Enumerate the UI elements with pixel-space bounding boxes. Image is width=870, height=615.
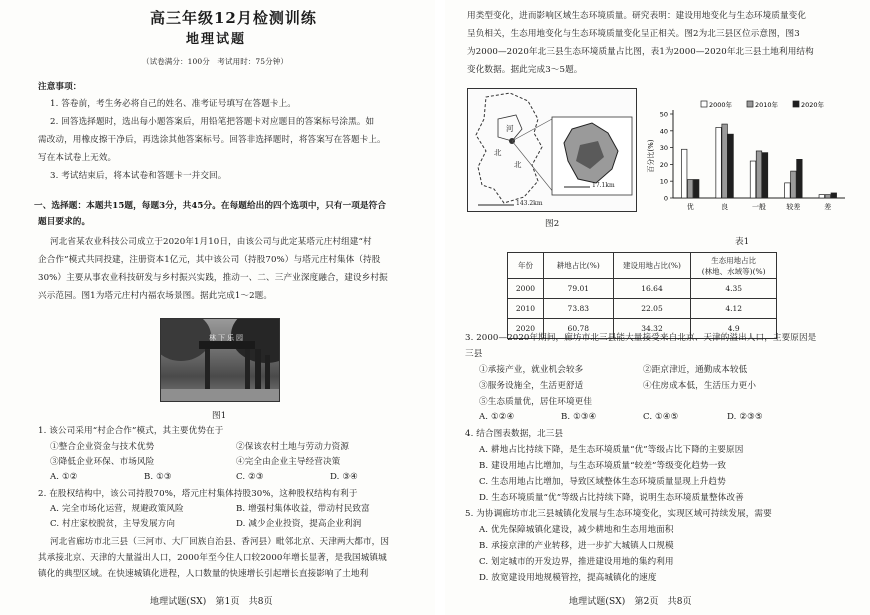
- q5-option: B. 承接京津的产业转移，进一步扩大城镇人口规模: [479, 541, 674, 551]
- y-tick-label: 30: [659, 144, 668, 153]
- passage-line: 呈负相关，生态用地变化与生态环境质量变化呈正相关。图2为北三县区位示意图，图3: [467, 29, 800, 39]
- tree-canopy: [160, 318, 211, 361]
- q5-stem: 5. 为协调廊坊市北三县城镇化发展与生态环境变化，实现区域可持续发展，需要: [465, 509, 772, 519]
- q3-answer: B. ①③④: [561, 412, 597, 422]
- fig3-bar-chart: [645, 98, 850, 218]
- q1-answer: C. ②③: [236, 472, 264, 482]
- x-tick-label: 一般: [752, 203, 766, 211]
- bar: [750, 161, 756, 198]
- table-cell: 73.83: [543, 299, 613, 319]
- exam-subtitle: 地理试题: [186, 32, 247, 47]
- passage-line: 变化数据。据此完成3～5题。: [467, 65, 583, 75]
- table-cell: 34.32: [613, 319, 691, 339]
- q1-answer: D. ③④: [330, 472, 358, 482]
- bar: [819, 195, 825, 198]
- gate-sign: 林下乐园: [209, 334, 245, 342]
- land-use-table: [507, 252, 777, 339]
- passage-line: 企合作”模式共同投建，注册资本1亿元，其中该公司（持股70%）与塔元庄村集体（持股: [38, 255, 381, 265]
- q3-option: ②距京津近，通勤成本较低: [643, 365, 748, 375]
- notice-line: 3. 考试结束后，将本试卷和答题卡一并交回。: [50, 171, 227, 181]
- notice-line: 需改动，用橡皮擦干净后，再选涂其他答案标号。回答非选择题时，将答案写在答题卡上。: [38, 135, 386, 145]
- bar: [681, 149, 687, 198]
- bar: [687, 180, 693, 198]
- table-cell: 4.9: [691, 319, 777, 339]
- table-cell: 2010: [508, 299, 544, 319]
- fig2-caption: 图2: [545, 219, 560, 229]
- bar: [756, 151, 762, 198]
- q3-option: ③服务设施全，生活更舒适: [479, 381, 584, 391]
- q3-answer: C. ①④⑤: [643, 412, 679, 422]
- hebei-outline: [476, 93, 542, 203]
- y-axis-label: 百分比(%): [647, 139, 655, 173]
- right-page: [445, 0, 870, 615]
- bar: [825, 195, 831, 198]
- notice-line: 1. 答卷前，考生务必将自己的姓名、准考证号填写在答题卡上。: [50, 99, 296, 109]
- legend-label: 2020年: [801, 101, 825, 109]
- table-cell: 4.12: [691, 299, 777, 319]
- bar: [722, 124, 728, 198]
- table-cell: 2000: [508, 279, 544, 299]
- notice-line: 写在本试卷上无效。: [38, 153, 117, 163]
- bar: [831, 193, 837, 198]
- map-label-beijing: 北: [494, 148, 502, 157]
- bar: [791, 171, 797, 198]
- fig1-caption: 图1: [212, 411, 227, 421]
- y-tick-label: 40: [659, 127, 668, 136]
- legend-swatch: [747, 101, 753, 107]
- map-label-hebei: 河: [506, 124, 514, 133]
- q1-option: ④完全由企业主导经营决策: [236, 457, 341, 467]
- x-tick-label: 差: [824, 203, 832, 211]
- section-heading-cont: 题目要求的。: [38, 217, 91, 227]
- exam-info: （试卷满分：100分 考试用时：75分钟）: [142, 57, 288, 66]
- q1-stem: 1. 该公司采用“村企合作”模式，其主要优势在于: [38, 426, 224, 436]
- table-row: [508, 299, 777, 319]
- bar: [693, 180, 699, 198]
- bar: [762, 153, 768, 198]
- q3-stem-cont: 三县: [465, 349, 483, 359]
- bar: [716, 127, 722, 198]
- q3-answer: D. ②③⑤: [727, 412, 763, 422]
- table-row: [508, 279, 777, 299]
- passage-line: 河北省某农业科技公司成立于2020年1月10日，由该公司与此定某塔元庄村组建“村: [50, 237, 372, 247]
- map-scale-label: 143.2km: [516, 200, 543, 207]
- passage-line: 河北省廊坊市北三县（三河市、大厂回族自治县、香河县）毗邻北京、天津两大都市，因: [50, 537, 390, 547]
- passage-line: 用类型变化，进而影响区域生态环境质量。研究表明：建设用地变化与生态环境质量变化: [467, 11, 807, 21]
- q1-option: ②保该农村土地与劳动力资源: [236, 442, 350, 452]
- q1-option: ①整合企业资金与技术优势: [50, 442, 155, 452]
- legend-label: 2010年: [755, 101, 779, 109]
- table-header-row: [508, 253, 777, 279]
- page-footer: 地理试题(SX) 第1页 共8页: [150, 597, 273, 607]
- x-tick-label: 较差: [786, 203, 801, 211]
- bar: [797, 159, 803, 198]
- legend-swatch: [701, 101, 707, 107]
- q2-option: D. 减少企业投资，提高企业利润: [236, 519, 362, 529]
- passage-line: 镇化的典型区域。在快速城镇化进程，人口数量的快速增长引起增长直接影响了土地利: [38, 569, 369, 579]
- q2-stem: 2. 在股权结构中，该公司持股70%，塔元庄村集体持股30%，这种股权结构有利于: [38, 489, 358, 499]
- fig1-photo: [160, 318, 280, 402]
- table-header-cell: 建设用地占比(%): [613, 253, 691, 279]
- passage-line: 为2000—2020年北三县生态环境质量占比图，表1为2000—2020年北三县土地利用结构: [467, 47, 814, 57]
- q3-option: ⑤生态质量优，居住环境更佳: [479, 397, 593, 407]
- q1-answer: B. ①③: [144, 472, 172, 482]
- map-label-province: 北: [514, 160, 522, 169]
- passage-line: 其承接北京、天津的大量溢出人口，2000年至今住人口较2000年增长显著，是我国城镇城: [38, 553, 387, 563]
- passage-line: 30%）主要从事农业科技研发与乡村振兴实践，推动一、二、三产业深度融合，建设乡村振: [38, 273, 388, 283]
- inset-scale-label: 17.1km: [592, 182, 615, 189]
- ground: [161, 389, 280, 402]
- q4-option: A. 耕地占比持续下降，是生态环境质量“优”等级占比下降的主要原因: [479, 445, 744, 455]
- q5-option: C. 划定城市的开发边界，推进建设用地的集约利用: [479, 557, 674, 567]
- q2-option: B. 增强村集体收益，带动村民致富: [236, 504, 370, 514]
- y-tick-label: 20: [659, 160, 668, 169]
- y-tick-label: 0: [663, 194, 668, 203]
- q3-stem: 3. 2000—2020年期间，廊坊市北三县能大量接受来自北京、天津的溢出人口，主要原因是: [465, 333, 817, 343]
- table-cell: 2020: [508, 319, 544, 339]
- q1-answer: A. ①②: [50, 472, 78, 482]
- legend-swatch: [793, 101, 799, 107]
- fig2-map: [467, 88, 637, 212]
- x-tick-label: 优: [686, 203, 694, 211]
- notice-line: 2. 回答选择题时，选出每小题答案后，用铅笔把答题卡对应题目的答案标号涂黑。如: [50, 117, 375, 127]
- table-cell: 60.78: [543, 319, 613, 339]
- table-cell: 22.05: [613, 299, 691, 319]
- q4-stem: 4. 结合图表数据，北三县: [465, 429, 564, 439]
- table-cell: 16.64: [613, 279, 691, 299]
- table-header-cell: 生态用地占比 (林地、水域等)(%): [691, 253, 777, 279]
- q2-option: C. 村庄家校脱贫，主导发展方向: [50, 519, 176, 529]
- bar: [785, 183, 791, 198]
- passage-line: 兴示范园。图1为塔元庄村内福农场景图。据此完成1～2题。: [38, 291, 273, 301]
- legend-label: 2000年: [709, 101, 733, 109]
- notice-heading: 注意事项：: [38, 82, 82, 92]
- y-tick-label: 50: [659, 110, 668, 119]
- q4-option: D. 生态环境质量“优”等级占比持续下降，说明生态环境质量整体改善: [479, 493, 744, 503]
- fig3-caption: 表1: [735, 237, 750, 247]
- q3-answer: A. ①②④: [479, 412, 515, 422]
- q4-option: B. 建设用地占比增加，与生态环境质量“较差”等级变化趋势一致: [479, 461, 727, 471]
- bar: [728, 134, 734, 198]
- table-header-cell: 年份: [508, 253, 544, 279]
- section-heading: 一、选择题：本题共15题，每题3分，共45分。在每题给出的四个选项中，只有一项是符合: [34, 201, 387, 211]
- q5-option: D. 放宽建设用地规模管控，提高城镇化的速度: [479, 573, 657, 583]
- y-tick-label: 10: [659, 177, 668, 186]
- inset-leader: [512, 119, 554, 193]
- table-header-cell: 耕地占比(%): [543, 253, 613, 279]
- q4-option: C. 生态用地占比增加，导致区域整体生态环境质量显现上升趋势: [479, 477, 726, 487]
- q5-option: A. 优先保障城镇化建设，减少耕地和生态用地面积: [479, 525, 674, 535]
- q2-option: A. 完全市场化运营，规避政策风险: [50, 504, 184, 514]
- q3-option: ④住房成本低，生活压力更小: [643, 381, 757, 391]
- table-cell: 4.35: [691, 279, 777, 299]
- q3-option: ①承接产业，就业机会较多: [479, 365, 584, 375]
- x-tick-label: 良: [721, 203, 729, 211]
- table-cell: 79.01: [543, 279, 613, 299]
- page-footer: 地理试题(SX) 第2页 共8页: [569, 597, 692, 607]
- q1-option: ③降低企业环保、市场风险: [50, 457, 155, 467]
- exam-title: 高三年级12月检测训练: [150, 9, 317, 27]
